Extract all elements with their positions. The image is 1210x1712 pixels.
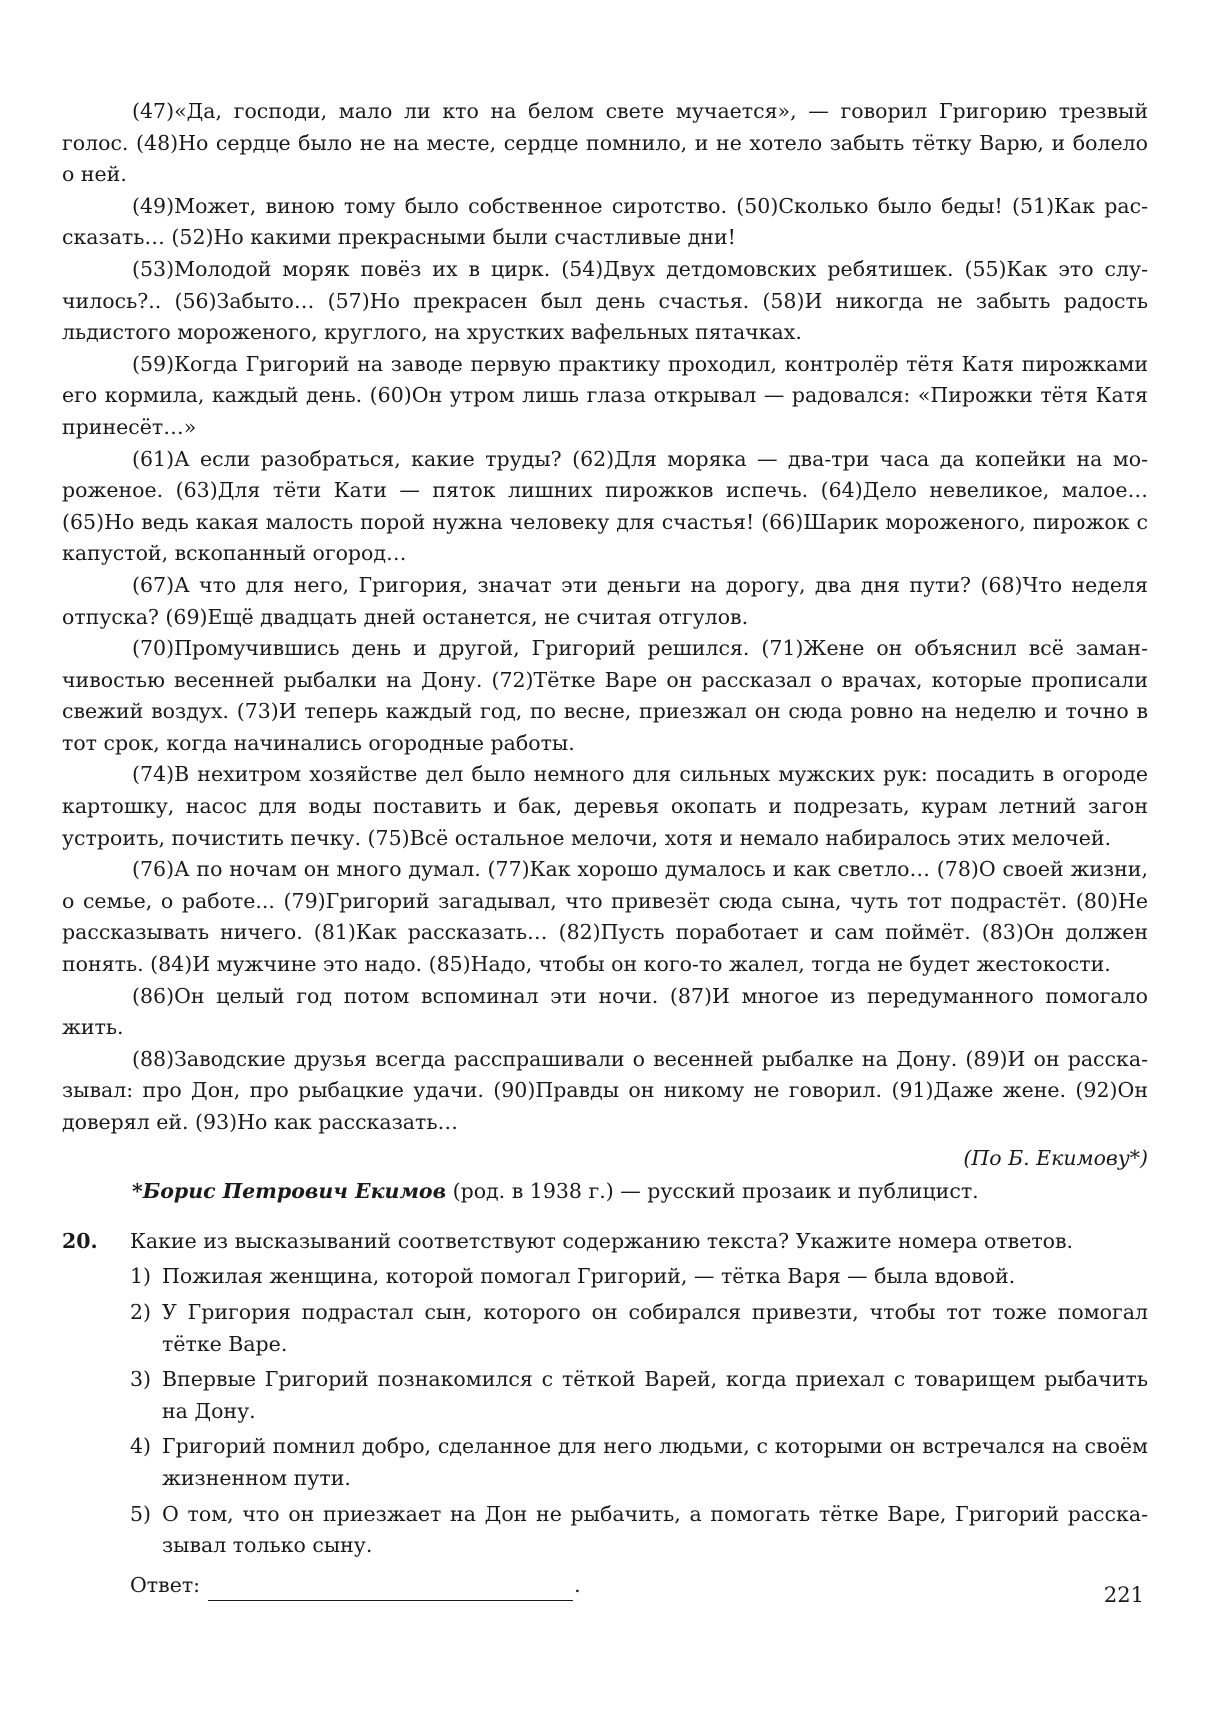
option-number: 5): [130, 1501, 152, 1526]
paragraph-47: (47)«Да, господи, мало ли кто на белом свете мучается», — говорил Григорию трезвый голос. (48)Но сердце было не на месте, сердце помнило, и не хотело забыть тётку Варю, и болело о ней.: [62, 99, 1148, 187]
paragraph-76: (76)А по ночам он много думал. (77)Как хорошо думалось и как светло… (78)О своей жизни, о семье, о работе... (79)Григорий загадывал, что привезёт сюда сына, чуть тот подрастёт. (80)Не рассказывать ничего. (81)Как рассказать… (82)Пусть поработает и сам поймёт. (83)Он должен понять. (84)И мужчине это надо. (85)Надо, чтобы он кого-то жалел, тогда не будет жестокости.: [62, 857, 1148, 977]
page-number: 221: [1103, 1583, 1144, 1607]
paragraph-88: (88)Заводские друзья всегда расспрашивали о весенней рыбалке на Дону. (89)И он рассказывал: про Дон, про рыбацкие удачи. (90)Правды он никому не говорил. (91)Даже жене. (92)Он доверял ей. (93)Но как рассказать…: [62, 1046, 1148, 1134]
option-item: [62, 1431, 1148, 1494]
footnote-text: (род. в 1938 г.) — русский прозаик и публицист.: [446, 1179, 979, 1204]
paragraph-86: (86)Он целый год потом вспоминал эти ночи. (87)И многое из передуманного помогало жить.: [62, 983, 1148, 1040]
task-20: [62, 1226, 1148, 1602]
option-item: [62, 1499, 1148, 1562]
paragraph-49: (49)Может, виною тому было собственное сиротство. (50)Сколько было беды! (51)Как рассказать… (52)Но какими прекрасными были счастливые дни!: [62, 193, 1148, 250]
option-text: Пожилая женщина, которой помогал Григорий, — тётка Варя — была вдовой.: [162, 1264, 1016, 1289]
task-number: 20.: [62, 1228, 98, 1253]
paragraph-70: (70)Промучившись день и другой, Григорий решился. (71)Жене он объяснил всё заманчивостью весенней рыбалки на Дону. (72)Тётке Варе он рассказал о врачах, которые прописали свежий воздух. (73)И теперь каждый год, по весне, приезжал он сюда ровно на неделю и точно в тот срок, когда начинались огородные работы.: [62, 636, 1148, 755]
document-page: [62, 96, 1148, 1601]
option-text: Григорий помнил добро, сделанное для него людьми, с которыми он встречался на своём жизненном пути.: [162, 1434, 1148, 1490]
paragraph-53: (53)Молодой моряк повёз их в цирк. (54)Двух детдомовских ребятишек. (55)Как это случилось?.. (56)Забыто… (57)Но прекрасен был день счастья. (58)И никогда не забыть радость льдистого мороженого, круглого, на хрустких вафельных пятачках.: [62, 256, 1148, 345]
option-item: [62, 1297, 1148, 1360]
answer-blank-line[interactable]: [208, 1578, 573, 1601]
source-attribution: (По Б. Екимову*): [963, 1145, 1148, 1170]
option-text: О том, что он приезжает на Дон не рыбачить, а помогать тётке Варе, Григорий рассказывал только сыну.: [162, 1501, 1148, 1558]
paragraph-59: (59)Когда Григорий на заводе первую практику проходил, контролёр тётя Катя пирожками его кормила, каждый день. (60)Он утром лишь глаза открывал — радовался: «Пирожки тётя Катя принесёт…»: [62, 351, 1148, 439]
task-question: Какие из высказываний соответствуют содержанию текста? Укажите номера ответов.: [130, 1228, 1074, 1253]
paragraph-67: (67)А что для него, Григория, значат эти деньги на дорогу, два дня пути? (68)Что неделя отпуска? (69)Ещё двадцать дней останется, не считая отгулов.: [62, 572, 1148, 629]
answer-row: [130, 1570, 1148, 1602]
paragraph-61: (61)А если разобраться, какие труды? (62)Для моряка — два-три часа да копейки на мороженое. (63)Для тёти Кати — пяток лишних пирожков испечь. (64)Дело невеликое, малое… (65)Но ведь какая малость порой нужна человеку для счастья! (66)Шарик мороженого, пирожок с капустой, вскопанный огород…: [62, 446, 1148, 566]
option-item: [62, 1261, 1148, 1293]
option-number: 4): [130, 1434, 152, 1459]
answer-options: [62, 1261, 1148, 1561]
option-number: 3): [130, 1367, 152, 1392]
paragraph-74: (74)В нехитром хозяйстве дел было немного для сильных мужских рук: посадить в огороде картошку, насос для воды поставить и бак, деревья окопать и подрезать, курам летний загон устроить, почистить печку. (75)Всё остальное мелочи, хотя и немало набиралось этих мелочей.: [62, 762, 1148, 850]
option-text: Впервые Григорий познакомился с тёткой Варей, когда приехал с товарищем рыбачить на Дону.: [162, 1367, 1148, 1423]
option-item: [62, 1364, 1148, 1427]
option-number: 2): [130, 1299, 152, 1324]
answer-period: .: [574, 1572, 581, 1597]
author-footnote: [62, 1176, 1148, 1208]
footnote-author-name: *Борис Петрович Екимов: [132, 1179, 447, 1204]
answer-label: Ответ:: [130, 1572, 201, 1597]
option-text: У Григория подрастал сын, которого он собирался привезти, чтобы тот тоже помогал тётке Варе.: [162, 1299, 1148, 1356]
option-number: 1): [130, 1264, 152, 1289]
